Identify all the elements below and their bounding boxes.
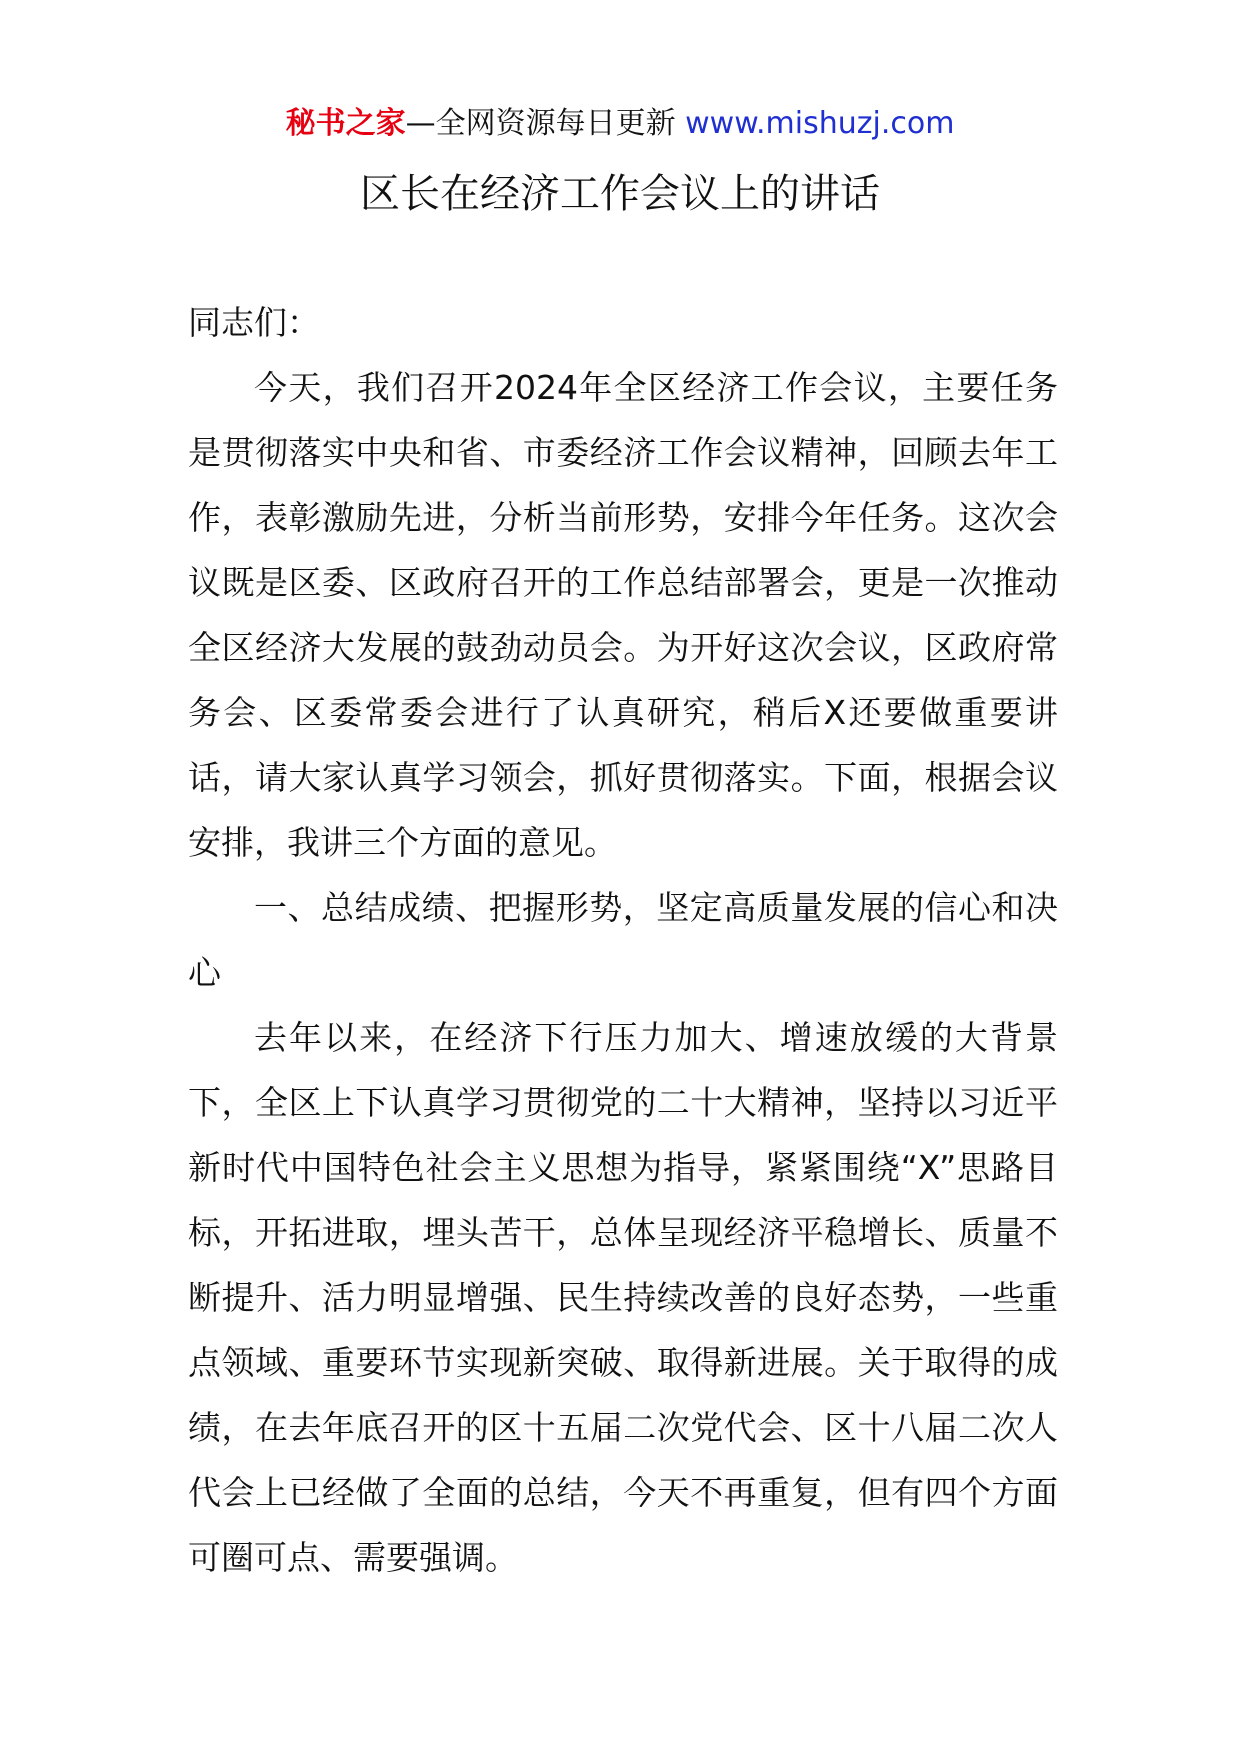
paragraph-review: 去年以来，在经济下行压力加大、增速放缓的大背景下，全区上下认真学习贯彻党的二十大精神，坚持以习近平新时代中国特色社会主义思想为指导，紧紧围绕“X”思路目标，开拓进取，埋头苦干，总体呈现经济平稳增长、质量不断提升、活力明显增强、民生持续改善的良好态势，一些重点领域、重要环节实现新突破、取得新进展。关于取得的成绩，在去年底召开的区十五届二次党代会、区十八届二次人代会上已经做了全面的总结，今天不再重复，但有四个方面可圈可点、需要强调。 [188,1018,1058,1577]
greeting: 同志们： [188,303,320,342]
paragraph-intro: 今天，我们召开2024年全区经济工作会议，主要任务是贯彻落实中央和省、市委经济工作会议精神，回顾去年工作，表彰激励先进，分析当前形势，安排今年任务。这次会议既是区委、区政府召开的工作总结部署会，更是一次推动全区经济大发展的鼓劲动员会。为开好这次会议，区政府常务会、区委常委会进行了认真研究，稍后X还要做重要讲话，请大家认真学习领会，抓好贯彻落实。下面，根据会议安排，我讲三个方面的意见。 [188,368,1058,862]
document-title: 区长在经济工作会议上的讲话 [360,171,880,217]
brand-name: 秘书之家 [285,106,406,141]
site-header [0,102,1240,146]
site-url-link[interactable]: www.mishuzj.com [685,106,955,141]
section-heading-1: 一、总结成绩、把握形势，坚定高质量发展的信心和决心 [188,888,1058,992]
header-tagline: —全网资源每日更新 [405,106,676,141]
document-body [188,290,1058,1590]
